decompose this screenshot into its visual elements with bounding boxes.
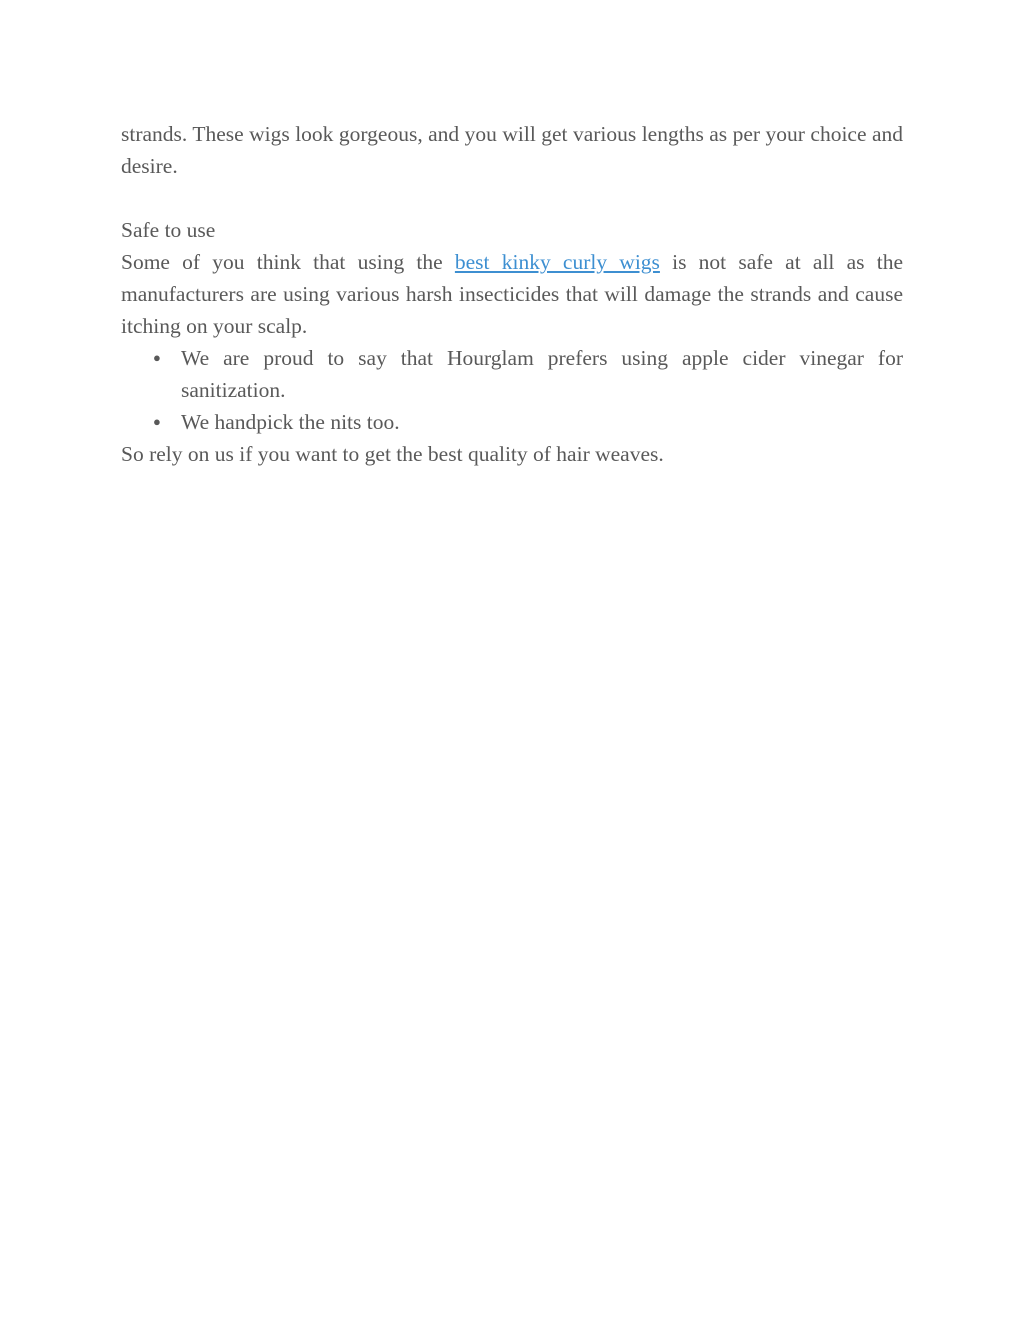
bullet-list xyxy=(121,342,903,438)
kinky-curly-wigs-link[interactable]: best kinky curly wigs xyxy=(454,250,660,274)
paragraph-spacer xyxy=(121,182,903,214)
bullet-icon: ● xyxy=(153,350,161,365)
closing-paragraph: So rely on us if you want to get the best quality of hair weaves. xyxy=(121,442,664,466)
list-item-text: We are proud to say that Hourglam prefers using apple cider vinegar for sanitization. xyxy=(181,346,903,402)
list-item xyxy=(121,342,903,406)
safety-paragraph xyxy=(121,246,903,342)
section-heading: Safe to use xyxy=(121,218,216,242)
safety-paragraph-lead: Some of you think that using the xyxy=(121,250,455,274)
intro-paragraph: strands. These wigs look gorgeous, and you will get various lengths as per your choice and desire. xyxy=(121,122,903,178)
list-item xyxy=(121,406,903,438)
safety-paragraph-tail: is not safe at all as the manufacturers are using various harsh insecticides that will damage the strands and cause itching on your scalp. xyxy=(121,250,903,338)
list-item-text: We handpick the nits too. xyxy=(181,410,400,434)
bullet-icon: ● xyxy=(153,414,161,429)
document-page xyxy=(121,118,903,470)
